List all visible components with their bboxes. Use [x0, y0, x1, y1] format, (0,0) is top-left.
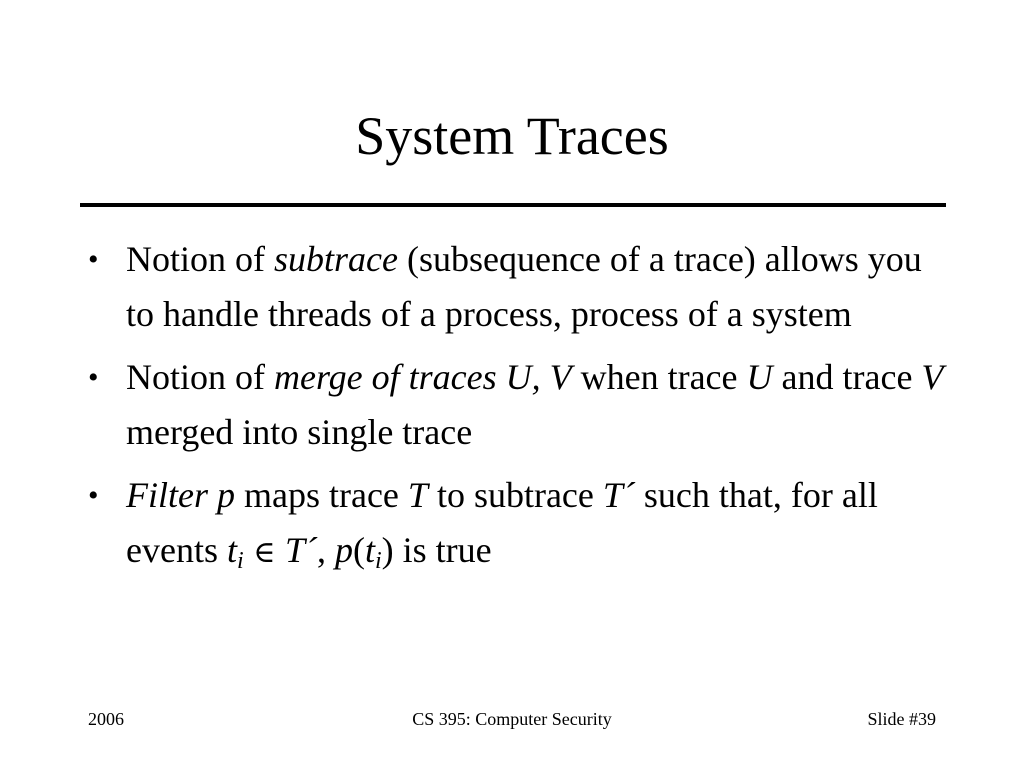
- bullet-item-subtrace: [88, 232, 948, 342]
- bullet-marker: •: [88, 361, 99, 394]
- bullet-text: such that, for all events: [126, 475, 878, 570]
- bullet-item-filter: [88, 468, 948, 580]
- bullet-text: ,: [316, 530, 335, 570]
- bullet-text: Notion of: [126, 357, 274, 397]
- bullet-term-subtrace: subtrace: [274, 239, 398, 279]
- bullet-item-merge: [88, 350, 948, 460]
- variable-v: V: [921, 357, 944, 397]
- variable-u: U: [746, 357, 773, 397]
- subscript-i: i: [374, 548, 382, 574]
- variable-t-sub: t: [226, 530, 237, 570]
- bullet-text: Notion of: [126, 239, 274, 279]
- variable-t: T: [407, 475, 428, 515]
- variable-p: p: [334, 530, 353, 570]
- bullet-text: to subtrace: [427, 475, 603, 515]
- bullet-text: ) is true: [381, 530, 492, 570]
- bullet-text: maps trace: [234, 475, 408, 515]
- bullet-text: and trace: [772, 357, 922, 397]
- bullet-marker: •: [88, 479, 99, 512]
- footer-year: 2006: [88, 709, 124, 729]
- bullet-text: (subsequence of a trace) allows you to handle threads of a process, process of a system: [126, 239, 922, 334]
- bullet-term-merge: merge of traces U, V: [274, 357, 572, 397]
- variable-t-sub: t: [364, 530, 375, 570]
- title-divider: [80, 203, 946, 207]
- bullet-marker: •: [88, 243, 99, 276]
- bullet-text: merged into single trace: [126, 412, 473, 452]
- bullet-text: when trace: [571, 357, 747, 397]
- footer-slide-number: Slide #39: [867, 709, 936, 729]
- variable-t-prime: T´: [602, 475, 635, 515]
- slide-title: System Traces: [355, 106, 669, 166]
- variable-t-prime: T´: [284, 530, 317, 570]
- bullet-text: (: [352, 530, 365, 570]
- bullet-list: [88, 232, 948, 588]
- subscript-i: i: [236, 548, 244, 574]
- element-of-symbol: ∈: [243, 535, 285, 570]
- bullet-term-filter: Filter p: [126, 475, 235, 515]
- footer-course: CS 395: Computer Security: [412, 709, 612, 729]
